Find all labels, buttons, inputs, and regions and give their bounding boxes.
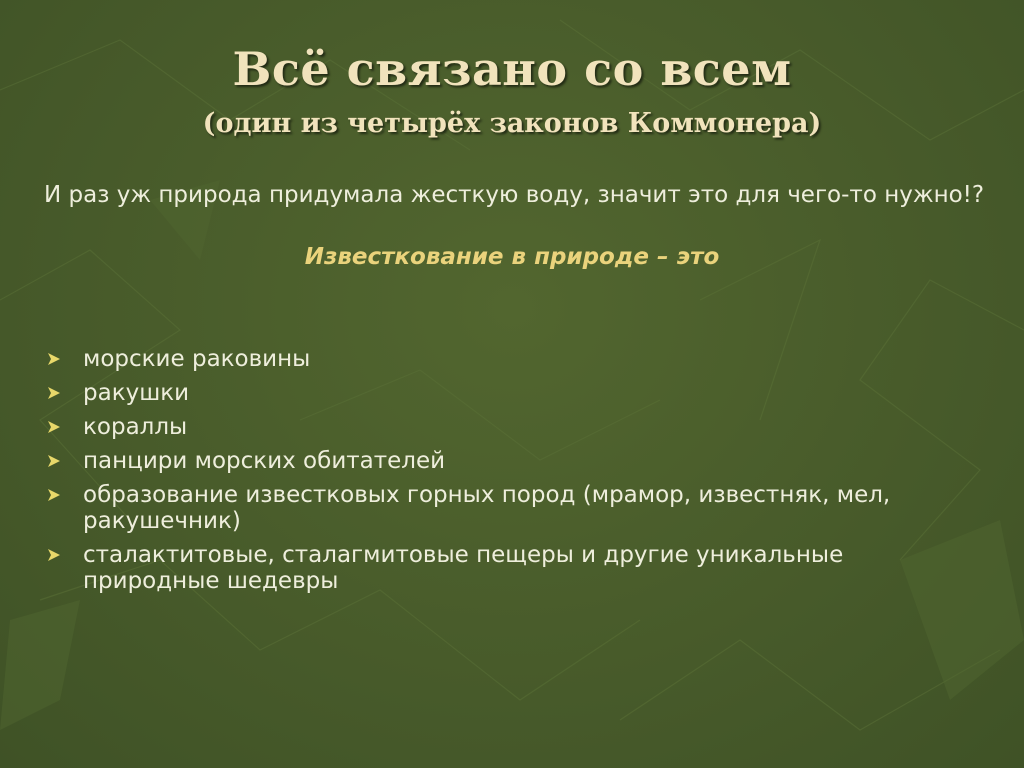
intro-paragraph: И раз уж природа придумала жесткую воду, значит это для чего-то нужно!? — [44, 182, 985, 208]
arrow-right-icon — [48, 549, 60, 561]
list-item — [44, 380, 984, 406]
list-item — [44, 414, 984, 440]
slide-title: Всё связано со всем — [232, 42, 792, 96]
bullet-list — [44, 346, 984, 602]
list-item — [44, 542, 984, 594]
slide-subtitle: (один из четырёх законов Коммонера) — [202, 108, 822, 139]
emphasis-heading: Известкование в природе – это — [304, 244, 720, 270]
list-item — [44, 482, 984, 534]
list-item — [44, 448, 984, 474]
arrow-right-icon — [48, 489, 60, 501]
list-item-text: ракушки — [83, 380, 190, 406]
list-item-text: сталактитовые, сталагмитовые пещеры и другие уникальные природные шедевры — [83, 542, 844, 594]
list-item — [44, 346, 984, 372]
arrow-right-icon — [48, 421, 60, 433]
list-item-text: кораллы — [83, 414, 188, 440]
arrow-right-icon — [48, 387, 60, 399]
arrow-right-icon — [48, 455, 60, 467]
list-item-text: морские раковины — [83, 346, 311, 372]
list-item-text: образование известковых горных пород (мрамор, известняк, мел, ракушечник) — [83, 482, 891, 534]
list-item-text: панцири морских обитателей — [83, 448, 446, 474]
arrow-right-icon — [48, 353, 60, 365]
